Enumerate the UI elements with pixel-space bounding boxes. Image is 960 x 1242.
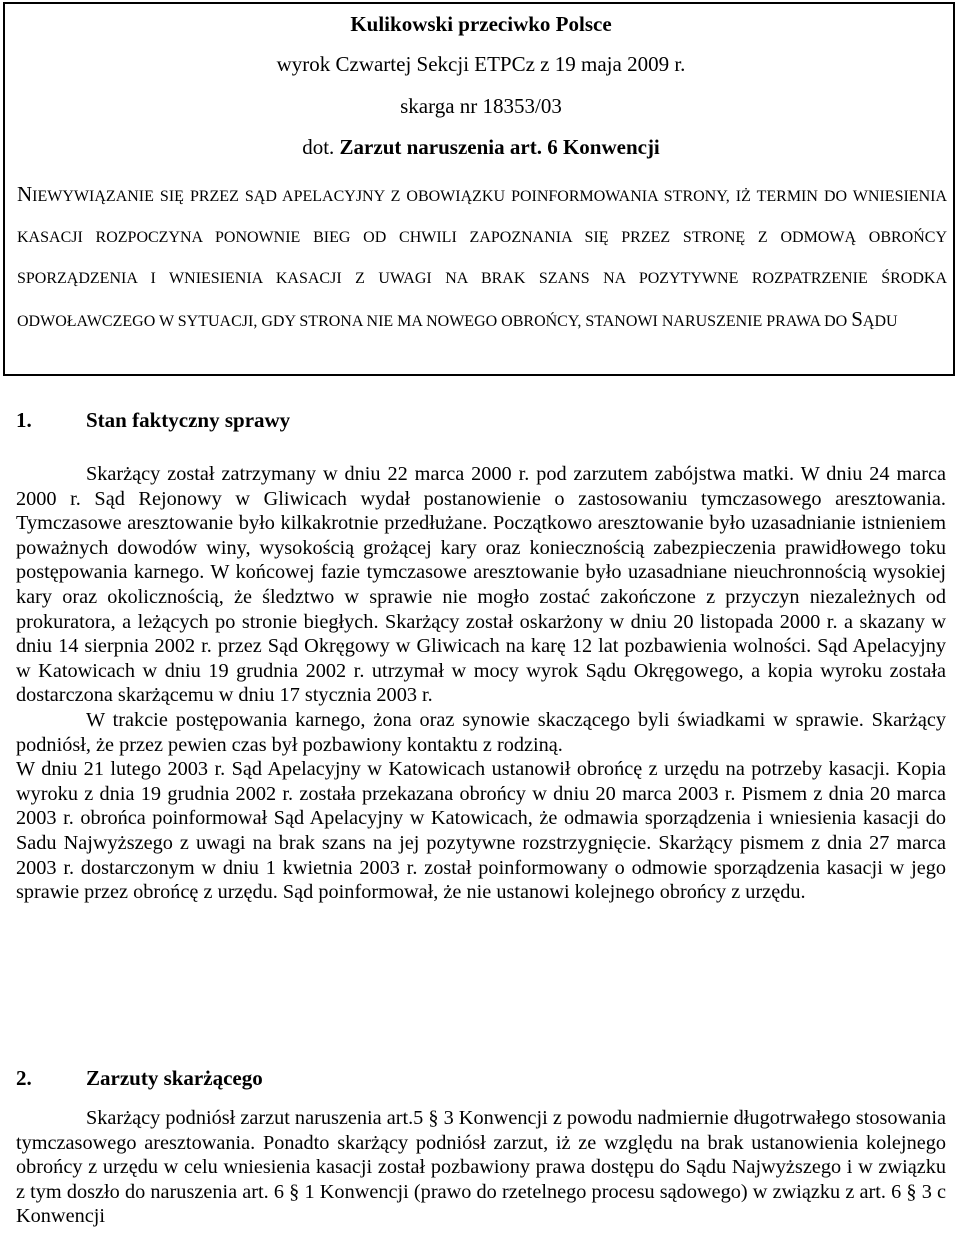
judgment-line: wyrok Czwartej Sekcji ETPCz z 19 maja 2009 r. [276,52,686,76]
section-1-paragraph: W trakcie postępowania karnego, żona oraz synowie skaczącego byli świadkami w sprawie. Skarżący podniósł, że przez pewien czas był pozbawiony kontaktu z rodziną. [16,708,946,756]
section-1-paragraph: Skarżący został zatrzymany w dniu 22 marca 2000 r. pod zarzutem zabójstwa matki. W dniu 24 marca 2000 r. Sąd Rejonowy w Gliwicach wydał postanowienie o zastosowaniu tymczasowego aresztowania. Tymczasowe aresztowanie było kilkakrotnie przedłużane. Początkowo aresztowanie było uzasadnianie istnieniem poważnych dowodów winy, wysokością grożącej kary oraz koniecznością zabezpieczenia prawidłowego toku postępowania karnego. W końcowej fazie tymczasowe aresztowanie było uzasadniane nieuchronnością wysokiej kary oraz okolicznością, że śledztwo w sprawie nie mogło zostać zakończone z przyczyn niezależnych od prokuratora, a leżących po stronie biegłych. Skarżący został oskarżony w dniu 20 listopada 2000 r. a skazany w dniu 14 sierpnia 2002 r. przez Sąd Okręgowy w Gliwicach na karę 12 lat pozbawienia wolności. Sąd Apelacyjny w Katowicach w dniu 19 grudnia 2002 r. utrzymał w mocy wyrok Sądu Okręgowego, a kopia wyroku została dostarczona skarżącemu w dniu 17 stycznia 2003 r. [16,463,946,707]
section-2-heading [16,1066,263,1091]
section-2-paragraph: Skarżący podniósł zarzut naruszenia art.5 § 3 Konwencji z powodu nadmiernie długotrwałego stosowania tymczasowego aresztowania. Ponadto skarżący podniósł zarzut, iż ze względu na brak ustanowienia kolejnego obrońcy z urzędu w celu wniesienia kasacji został pozbawiony prawa dostępu do Sądu Najwyższego i w związku z tym doszło do naruszenia art. 6 § 1 Konwencji (prawo do rzetelnego procesu sądowego) w związku z art. 6 § 3 c Konwencji [16,1107,947,1228]
summary-header-box [3,2,955,376]
thesis-end: ĄDU [862,313,898,330]
section-1-paragraph: W dniu 21 lutego 2003 r. Sąd Apelacyjny w Katowicach ustanowił obrońcę z urzędu na potrzeby kasacji. Kopia wyroku z dnia 19 grudnia 2002 r. została przekazana obrońcy w dniu 20 marca 2003 r. Pismem z dnia 20 marca 2003 r. obrońca poinformował Sąd Apelacyjny w Katowicach, że odmawia sporządzenia i wniesienia kasacji do Sadu Najwyższego z uwagi na brak szans na jej pozytywne rozstrzygnięcie. Skarżący pismem z dnia 27 marca 2003 r. dostarczonym w dniu 1 kwietnia 2003 r. został poinformowany o odmowie sporządzenia kasacji w jego sprawie przez obrońcę z urzędu. Sąd poinformował, że nie ustanowi kolejnego obrońcy z urzędu. [16,758,946,904]
case-title: Kulikowski przeciwko Polsce [350,12,612,36]
section-1-title: Stan faktyczny sprawy [86,408,291,432]
subject-title: Zarzut naruszenia art. 6 Konwencji [339,135,660,159]
section-1-body [16,462,946,905]
thesis-last-initial: S [851,307,863,331]
section-1-number: 1. [16,408,32,432]
section-1-heading [16,408,290,433]
section-2-title: Zarzuty skarżącego [86,1066,263,1090]
thesis-initial: N [17,182,33,206]
section-2-number: 2. [16,1066,32,1090]
section-2-body [16,1106,946,1229]
subject-prefix: dot. [302,135,335,159]
application-number: skarga nr 18353/03 [400,94,562,118]
subject-line [5,135,957,159]
thesis-body: IEWYWIĄZANIE SIĘ PRZEZ SĄD APELACYJNY Z OBOWIĄZKU POINFORMOWANIA STRONY, IŻ TERMIN DO WNIESIENIA KASACJI ROZPOCZYNA PONOWNIE BIEG OD CHWILI ZAPOZNANIA SIĘ PRZEZ STRONĘ Z ODMOWĄ OBROŃCY SPORZĄDZENIA I WNIESIENIA KASACJI Z UWAGI NA BRAK SZANS NA POZYTYWNE ROZPATRZENIE ŚRODKA ODWOŁAWCZEGO W SYTUACJI, GDY STRONA NIE MA NOWEGO OBROŃCY, STANOWI NARUSZENIE PRAWA DO [17,188,947,330]
thesis-text [17,174,947,342]
